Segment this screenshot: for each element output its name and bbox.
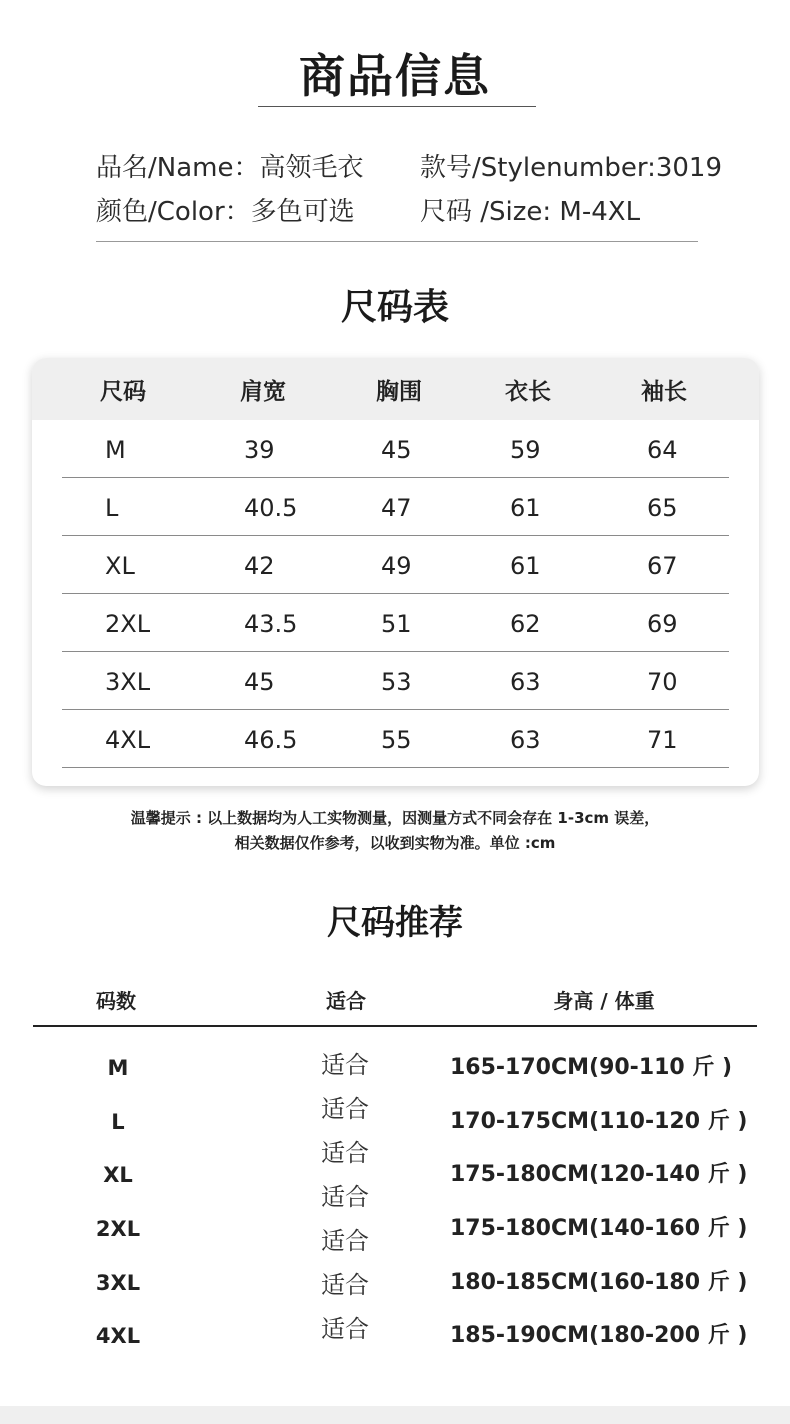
cell-size: L bbox=[105, 494, 119, 522]
recommend-fit: 适合 bbox=[321, 1139, 369, 1167]
recommend-header-fit: 适合 bbox=[326, 989, 366, 1013]
cell-shoulder: 45 bbox=[244, 668, 275, 696]
table-row bbox=[32, 652, 759, 710]
recommend-height-weight: 175-180CM(140-160 斤 ) bbox=[450, 1216, 748, 1241]
cell-chest: 47 bbox=[381, 494, 412, 522]
title-divider bbox=[258, 106, 536, 107]
cell-length: 63 bbox=[510, 668, 541, 696]
table-row bbox=[32, 594, 759, 652]
cell-chest: 49 bbox=[381, 552, 412, 580]
recommend-fit: 适合 bbox=[321, 1271, 369, 1299]
product-color-row bbox=[96, 196, 355, 228]
cell-shoulder: 39 bbox=[244, 436, 275, 464]
cell-shoulder: 42 bbox=[244, 552, 275, 580]
table-row bbox=[32, 710, 759, 768]
product-color-value: 多色可选 bbox=[250, 197, 355, 227]
recommend-size: L bbox=[111, 1110, 125, 1134]
recommend-height-weight: 170-175CM(110-120 斤 ) bbox=[450, 1109, 748, 1134]
cell-length: 63 bbox=[510, 726, 541, 754]
recommend-height-weight: 175-180CM(120-140 斤 ) bbox=[450, 1162, 748, 1187]
size-chart-header bbox=[32, 358, 759, 420]
table-row bbox=[32, 478, 759, 536]
recommend-height-weight: 185-190CM(180-200 斤 ) bbox=[450, 1323, 748, 1348]
cell-size: 2XL bbox=[105, 610, 151, 638]
recommend-fit: 适合 bbox=[321, 1315, 369, 1343]
cell-chest: 53 bbox=[381, 668, 412, 696]
recommend-height-weight: 165-170CM(90-110 斤 ) bbox=[450, 1055, 733, 1080]
header-length: 衣长 bbox=[505, 379, 551, 405]
product-name-row bbox=[96, 152, 363, 184]
product-size-row bbox=[420, 196, 640, 228]
header-size: 尺码 bbox=[100, 379, 146, 405]
row-divider bbox=[62, 767, 729, 768]
notice-line-1: 温馨提示 : 以上数据均为人工实物测量，因测量方式不同会存在 1-3cm 误差， bbox=[130, 809, 660, 827]
size-chart-table bbox=[32, 358, 759, 786]
recommend-size: 4XL bbox=[95, 1324, 141, 1348]
notice-line-2: 相关数据仅作参考，以收到实物为准。单位 :cm bbox=[234, 834, 556, 852]
cell-chest: 45 bbox=[381, 436, 412, 464]
recommend-fit: 适合 bbox=[321, 1227, 369, 1255]
header-shoulder: 肩宽 bbox=[240, 379, 286, 405]
product-size-label: 尺码 /Size: bbox=[420, 197, 552, 227]
product-info-title: 商品信息 bbox=[299, 49, 491, 103]
recommend-header-height-weight: 身高 / 体重 bbox=[553, 989, 655, 1013]
cell-sleeve: 64 bbox=[647, 436, 678, 464]
recommend-size: 2XL bbox=[95, 1217, 141, 1241]
cell-length: 61 bbox=[510, 494, 541, 522]
cell-chest: 51 bbox=[381, 610, 412, 638]
product-name-label: 品名/Name： bbox=[96, 153, 260, 183]
style-number-row bbox=[420, 152, 722, 184]
recommend-fit: 适合 bbox=[321, 1095, 369, 1123]
cell-length: 61 bbox=[510, 552, 541, 580]
cell-length: 62 bbox=[510, 610, 541, 638]
product-name-value: 高领毛衣 bbox=[259, 153, 364, 183]
recommend-header-size: 码数 bbox=[96, 989, 136, 1013]
cell-shoulder: 43.5 bbox=[244, 610, 298, 638]
product-color-label: 颜色/Color： bbox=[96, 197, 251, 227]
recommend-size: XL bbox=[103, 1163, 133, 1187]
cell-sleeve: 65 bbox=[647, 494, 678, 522]
info-divider bbox=[96, 241, 698, 242]
size-chart-title: 尺码表 bbox=[340, 287, 449, 328]
cell-size: XL bbox=[105, 552, 135, 580]
cell-shoulder: 46.5 bbox=[244, 726, 298, 754]
cell-sleeve: 70 bbox=[647, 668, 678, 696]
table-row bbox=[32, 420, 759, 478]
recommend-height-weight: 180-185CM(160-180 斤 ) bbox=[450, 1270, 748, 1295]
table-row bbox=[32, 536, 759, 594]
recommend-size: M bbox=[107, 1056, 129, 1080]
cell-shoulder: 40.5 bbox=[244, 494, 298, 522]
cell-size: 4XL bbox=[105, 726, 151, 754]
cell-length: 59 bbox=[510, 436, 541, 464]
cell-size: 3XL bbox=[105, 668, 151, 696]
cell-chest: 55 bbox=[381, 726, 412, 754]
cell-size: M bbox=[105, 436, 126, 464]
recommend-size: 3XL bbox=[95, 1271, 141, 1295]
size-recommend-title: 尺码推荐 bbox=[327, 903, 463, 943]
header-sleeve: 袖长 bbox=[641, 379, 687, 405]
product-size-value: M-4XL bbox=[559, 197, 641, 227]
recommend-fit: 适合 bbox=[321, 1051, 369, 1079]
style-number-label: 款号/Stylenumber: bbox=[420, 153, 656, 183]
cell-sleeve: 69 bbox=[647, 610, 678, 638]
recommend-fit: 适合 bbox=[321, 1183, 369, 1211]
cell-sleeve: 67 bbox=[647, 552, 678, 580]
cell-sleeve: 71 bbox=[647, 726, 678, 754]
footer-band bbox=[0, 1406, 790, 1424]
header-chest: 胸围 bbox=[376, 379, 422, 405]
style-number-value: 3019 bbox=[655, 153, 723, 183]
recommend-header-divider bbox=[33, 1025, 757, 1027]
